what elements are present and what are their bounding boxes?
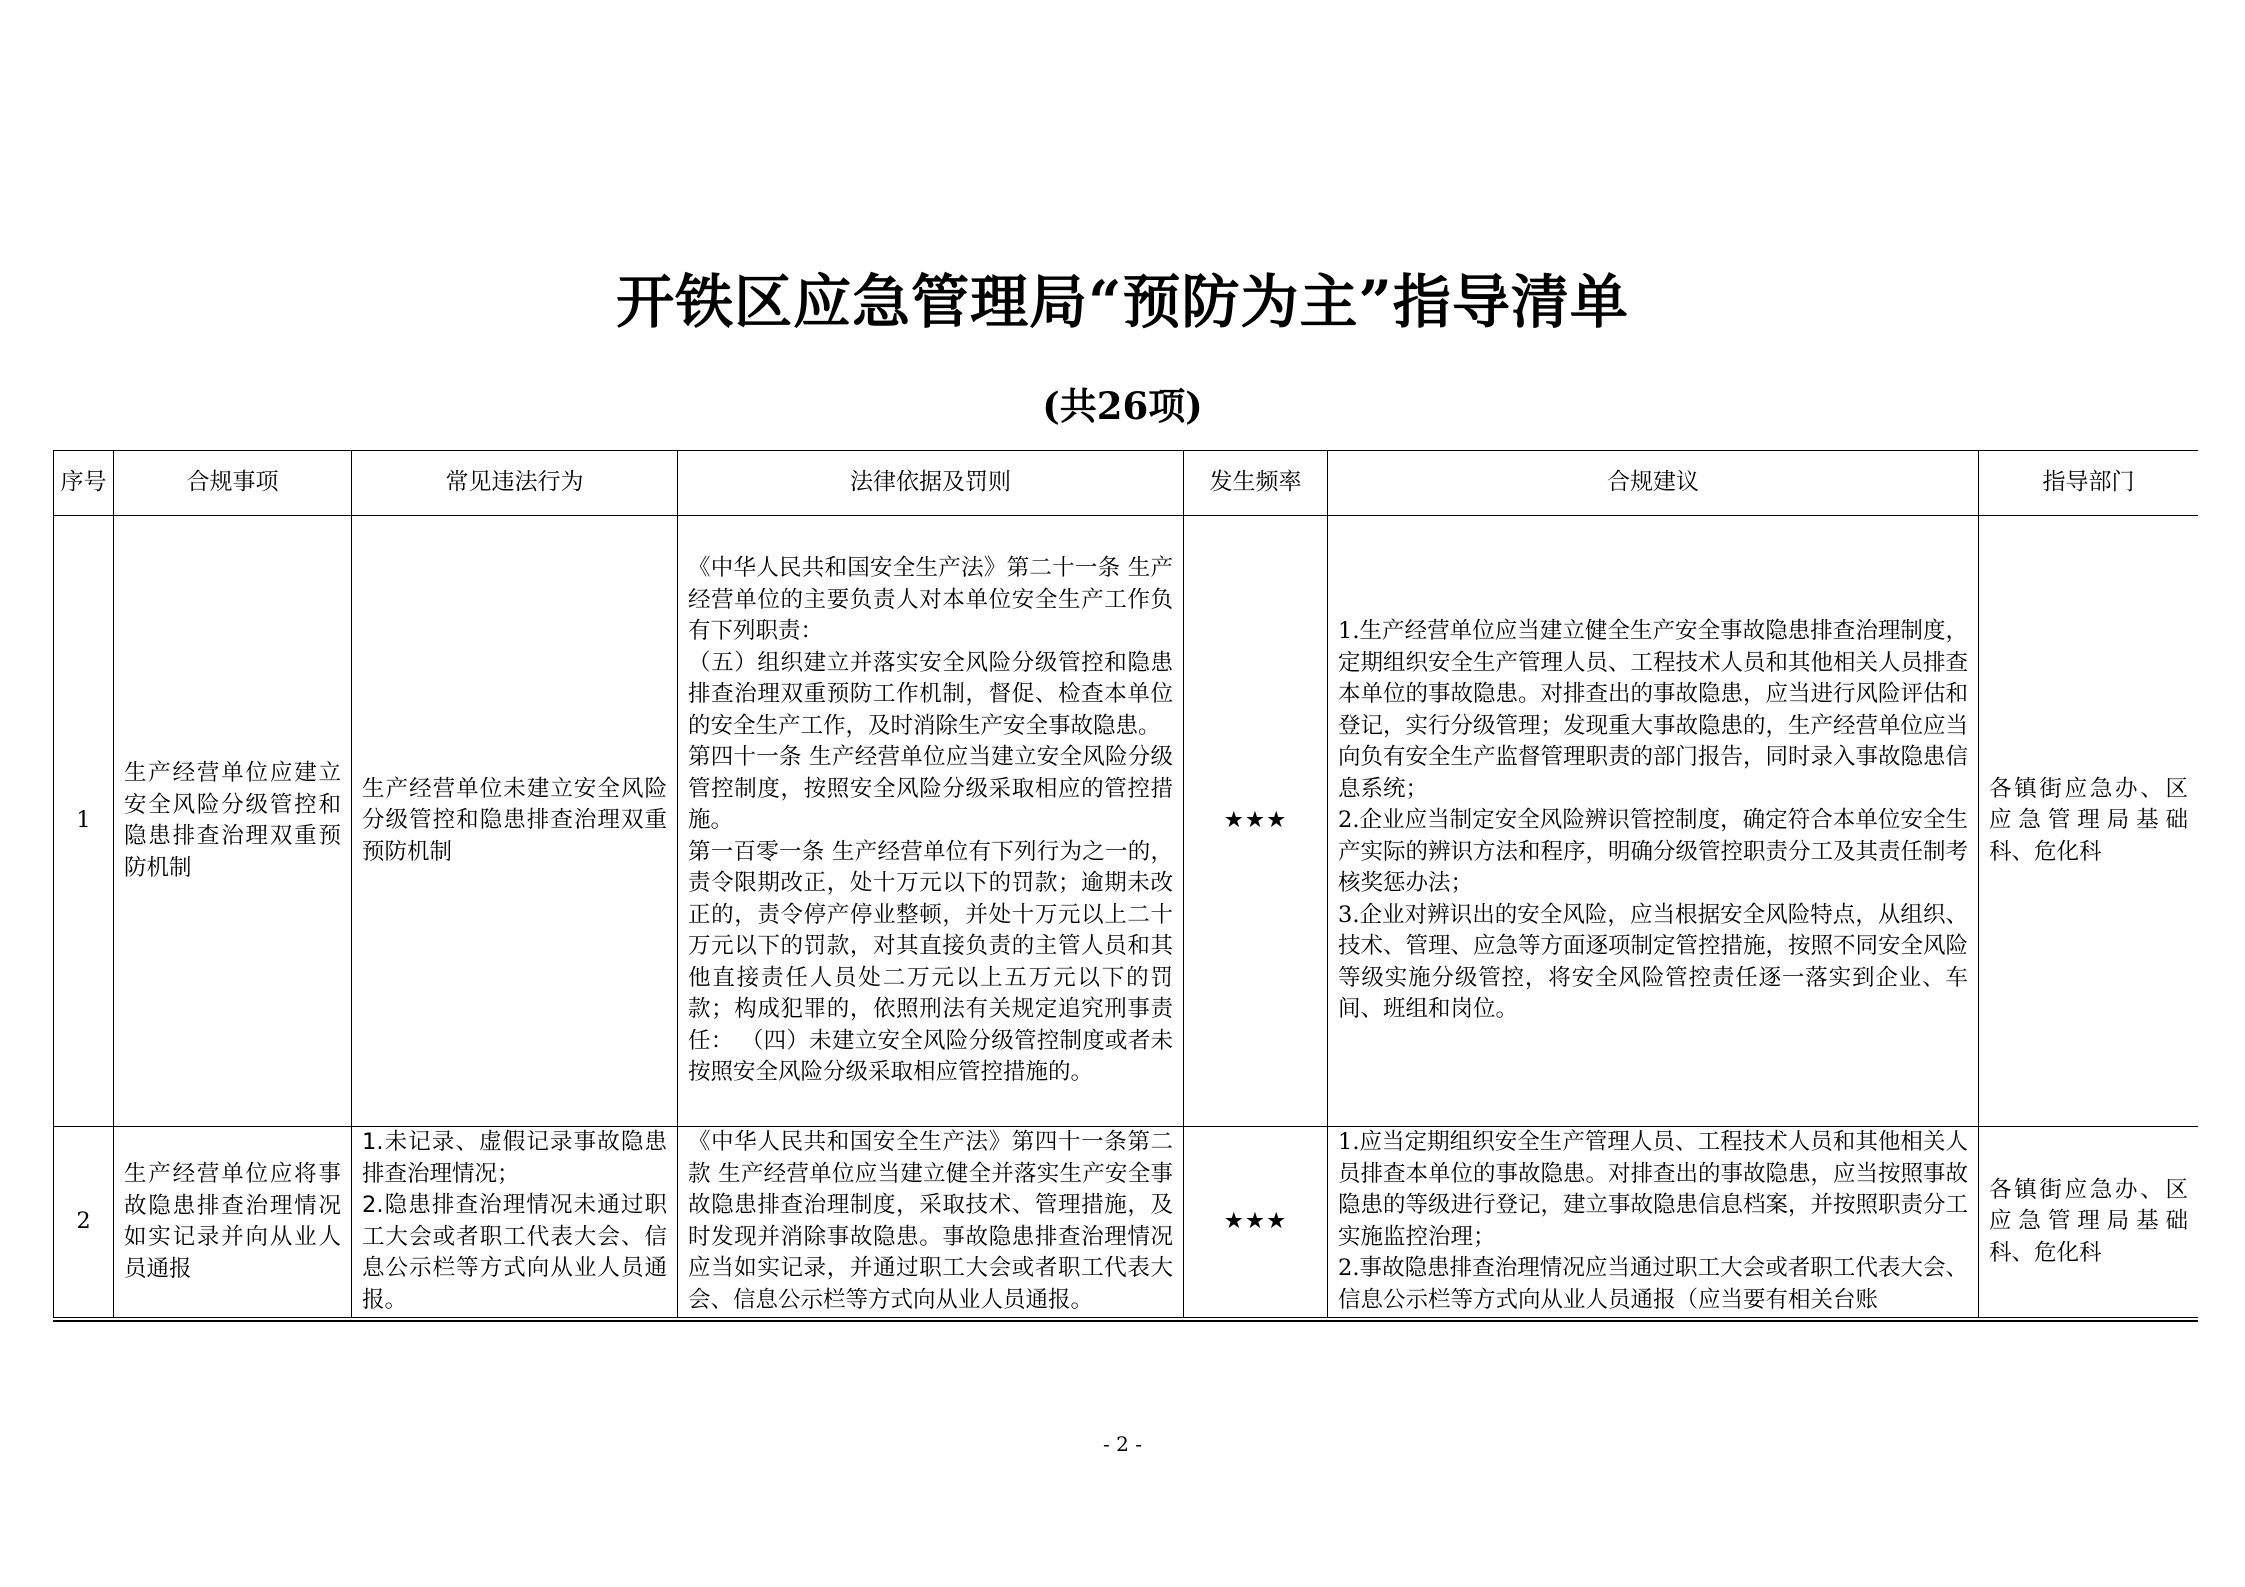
row-number: 2 [54,1127,114,1318]
advice-paragraph: 3.企业对辨识出的安全风险，应当根据安全风险特点，从组织、技术、管理、应急等方面逐项制定管控措施，按照不同安全风险等级实施分级管控，将安全风险管控责任逐一落实到企业、车间、班组和岗位。 [1338,901,1969,1023]
violation-cell [352,516,678,1127]
header-frequency: 发生频率 [1184,451,1328,516]
violation-cell [352,1127,678,1318]
guidance-department: 各镇街应急办、区应急管理局基础科、危化科 [1979,1127,2199,1318]
guide-table-container [53,450,2198,1322]
frequency-stars: ★★★ [1184,516,1328,1127]
document-title: 开铁区应急管理局“预防为主”指导清单 [616,268,1629,336]
header-law: 法律依据及罚则 [678,451,1184,516]
header-item: 合规事项 [114,451,352,516]
law-cell [678,1127,1184,1318]
frequency-stars: ★★★ [1184,1127,1328,1318]
compliance-item: 生产经营单位应将事故隐患排查治理情况如实记录并向从业人员通报 [114,1127,352,1318]
violation-text: 2.隐患排查治理情况未通过职工大会或者职工代表大会、信息公示栏等方式向从业人员通报。 [362,1192,667,1313]
advice-paragraph: 2.事故隐患排查治理情况应当通过职工大会或者职工代表大会、信息公示栏等方式向从业人员通报（应当要有相关台账 [1338,1255,1968,1313]
table-header-row [54,451,2199,516]
header-dept: 指导部门 [1979,451,2199,516]
law-paragraph: 《中华人民共和国安全生产法》第四十一条第二款 生产经营单位应当建立健全并落实生产安全事故隐患排查治理制度，采取技术、管理措施，及时发现并消除事故隐患。事故隐患排查治理情况应当如实记录，并通过职工大会或者职工代表大会、信息公示栏等方式向从业人员通报。 [688,1129,1173,1313]
compliance-item: 生产经营单位应建立安全风险分级管控和隐患排查治理双重预防机制 [114,516,352,1127]
table-row [54,1127,2199,1318]
row-number: 1 [54,516,114,1127]
header-num: 序号 [54,451,114,516]
document-subtitle: (共26项) [1042,384,1203,428]
guidance-department: 各镇街应急办、区应急管理局基础科、危化科 [1979,516,2199,1127]
header-violation: 常见违法行为 [352,451,678,516]
page-number: - 2 - [1103,1432,1142,1456]
guide-table [53,450,2198,1318]
advice-paragraph: 1.生产经营单位应当建立健全生产安全事故隐患排查治理制度，定期组织安全生产管理人员、工程技术人员和其他相关人员排查本单位的事故隐患。对排查出的事故隐患，应当进行风险评估和登记，实行分级管理；发现重大事故隐患的，生产经营单位应当向负有安全生产监督管理职责的部门报告，同时录入事故隐患信息系统； [1338,618,1969,802]
advice-cell [1328,516,1979,1127]
table-row [54,516,2199,1127]
law-paragraph: 第一百零一条 生产经营单位有下列行为之一的，责令限期改正，处十万元以下的罚款；逾期未改正的，责令停产停业整顿，并处十万元以上二十万元以下的罚款，对其直接负责的主管人员和其他直接责任人员处二万元以上五万元以下的罚款；构成犯罪的，依照刑法有关规定追究刑事责任： （四）未建立安全风险分级管控制度或者未按照安全风险分级采取相应管控措施的。 [688,838,1173,1086]
advice-paragraph: 1.应当定期组织安全生产管理人员、工程技术人员和其他相关人员排查本单位的事故隐患。对排查出的事故隐患，应当按照事故隐患的等级进行登记，建立事故隐患信息档案，并按照职责分工实施监控治理； [1338,1129,1968,1250]
advice-cell [1328,1127,1979,1318]
advice-paragraph: 2.企业应当制定安全风险辨识管控制度，确定符合本单位安全生产实际的辨识方法和程序，明确分级管控职责分工及其责任制考核奖惩办法； [1338,807,1969,897]
violation-text: 生产经营单位未建立安全风险分级管控和隐患排查治理双重预防机制 [362,775,667,865]
law-paragraph: 第四十一条 生产经营单位应当建立安全风险分级管控制度，按照安全风险分级采取相应的管控措施。 [688,744,1173,834]
header-advice: 合规建议 [1328,451,1979,516]
violation-text: 1.未记录、虚假记录事故隐患排查治理情况； [362,1129,667,1187]
law-paragraph: 《中华人民共和国安全生产法》第二十一条 生产经营单位的主要负责人对本单位安全生产工作负有下列职责： [688,555,1173,645]
law-cell [678,516,1184,1127]
law-paragraph: （五）组织建立并落实安全风险分级管控和隐患排查治理双重预防工作机制，督促、检查本单位的安全生产工作，及时消除生产安全事故隐患。 [688,649,1173,739]
